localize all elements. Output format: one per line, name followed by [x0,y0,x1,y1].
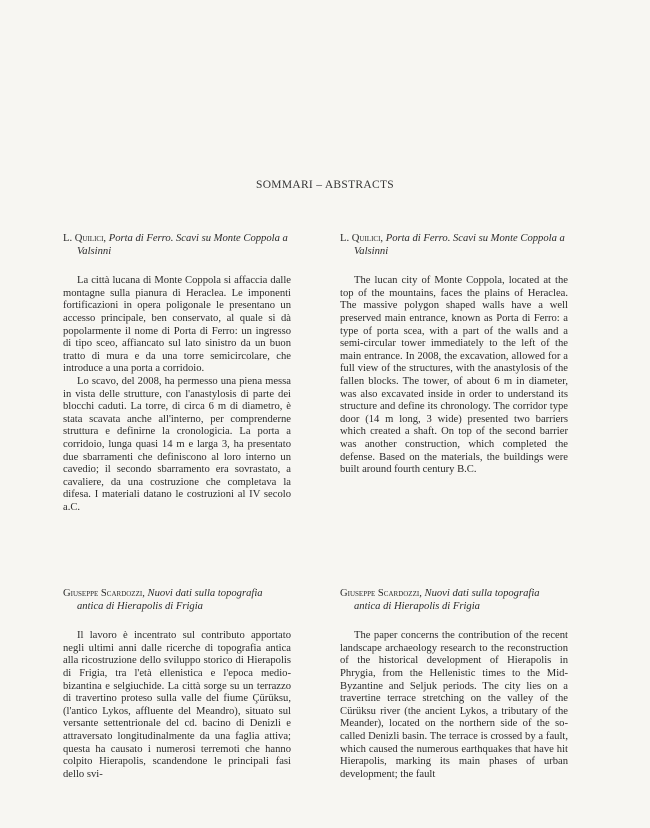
abstract-1-italian [63,233,291,514]
abstract-heading [63,233,291,258]
abstract-paragraph: Lo scavo, del 2008, ha permesso una piena messa in vista delle strutture, con l'anastylosis di parte dei blocchi caduti. La torre, di circa 6 m di diametro, è stata scavata anche all'interno, per comprenderne struttura e definirne la cronologicia. La porta a corridoio, lunga quasi 14 m e larga 3, ha presentato due sbarramenti che definiscono al loro interno un cavedio; il secondo sbarramento era sovrastato, a cavaliere, da una costruzione che completava la difesa. I materiali datano le costruzioni al IV secolo a.C. [63,375,291,513]
abstract-paragraph: The lucan city of Monte Coppola, located at the top of the mountains, faces the plains of Heraclea. The massive polygon shaped walls have a well preserved main entrance, known as Porta di Ferro: a type of porta scea, with a part of the walls and a semi-circular tower immediately to the left of the main entrance. In 2008, the excavation, allowed for a full view of the structures, with the anastylosis of the fallen blocks. The tower, of about 6 m in diameter, was also excavated inside in order to understand its structure and define its chronology. The corridor type door (14 m long, 3 wide) presented two barriers which created a shaft. On top of the second barrier was another construction, which completed the defense. Based on the materials, the buildings were built around fourth century B.C. [340,275,568,476]
author-name: L. Quilici, [340,233,384,244]
abstract-heading [340,233,568,258]
article-title: Porta di Ferro. Scavi su Monte Coppola a Valsinni [77,233,288,257]
article-title: Nuovi dati sulla topografia antica di Hierapolis di Frigia [77,588,263,612]
abstract-paragraph: Il lavoro è incentrato sul contributo apportato negli ultimi anni dalle ricerche di topografia antica alla ricostruzione dello sviluppo storico di Hierapolis di Frigia, tra l'età ellenistica e l'epoca medio-bizantina e selgiuchide. La città sorge su un terrazzo di travertino proteso sulla valle del fiume Çürüksu, (l'antico Lykos, affluente del Meandro), situato sul versante settentrionale del cd. bacino di Denizli e attraversato longitudinalmente da una faglia attiva; questa ha causato i numerosi terremoti che hanno colpito Hierapolis, scandendone le principali fasi dello svi- [63,630,291,780]
article-title: Nuovi dati sulla topografia antica di Hierapolis di Frigia [354,588,540,612]
author-name: L. Quilici, [63,233,107,244]
abstract-2-english [340,588,568,781]
abstract-heading [340,588,568,613]
section-title: SOMMARI – ABSTRACTS [256,179,394,191]
abstract-paragraph: La città lucana di Monte Coppola si affaccia dalle montagne sulla pianura di Heraclea. Le imponenti fortificazioni in opera poligonale le presentano un accesso principale, ben conservato, al quale si dà popolarmente il nome di Porta di Ferro: un ingresso di tipo sceo, affiancato sul lato sinistro da un buon tratto di mura e da una torre semicircolare, che introduce a una porta a corridoio. [63,275,291,375]
author-name: Giuseppe Scardozzi, [63,588,145,599]
abstract-paragraph: The paper concerns the contribution of the recent landscape archaeology research to the reconstruction of the historical development of Hierapolis in Phrygia, from the Hellenistic times to the Mid-Byzantine and Seljuk periods. The city lies on a travertine terrace stretching on the valley of the Cürüksu river (the ancient Lykos, a tributary of the Meander), located on the northern side of the so-called Denizli basin. The terrace is crossed by a fault, which caused the numerous earthquakes that have hit Hierapolis, marking its main phases of urban development; the fault [340,630,568,780]
abstract-2-italian [63,588,291,781]
author-name: Giuseppe Scardozzi, [340,588,422,599]
article-title: Porta di Ferro. Scavi su Monte Coppola a Valsinni [354,233,565,257]
abstract-1-english [340,233,568,477]
abstract-heading [63,588,291,613]
